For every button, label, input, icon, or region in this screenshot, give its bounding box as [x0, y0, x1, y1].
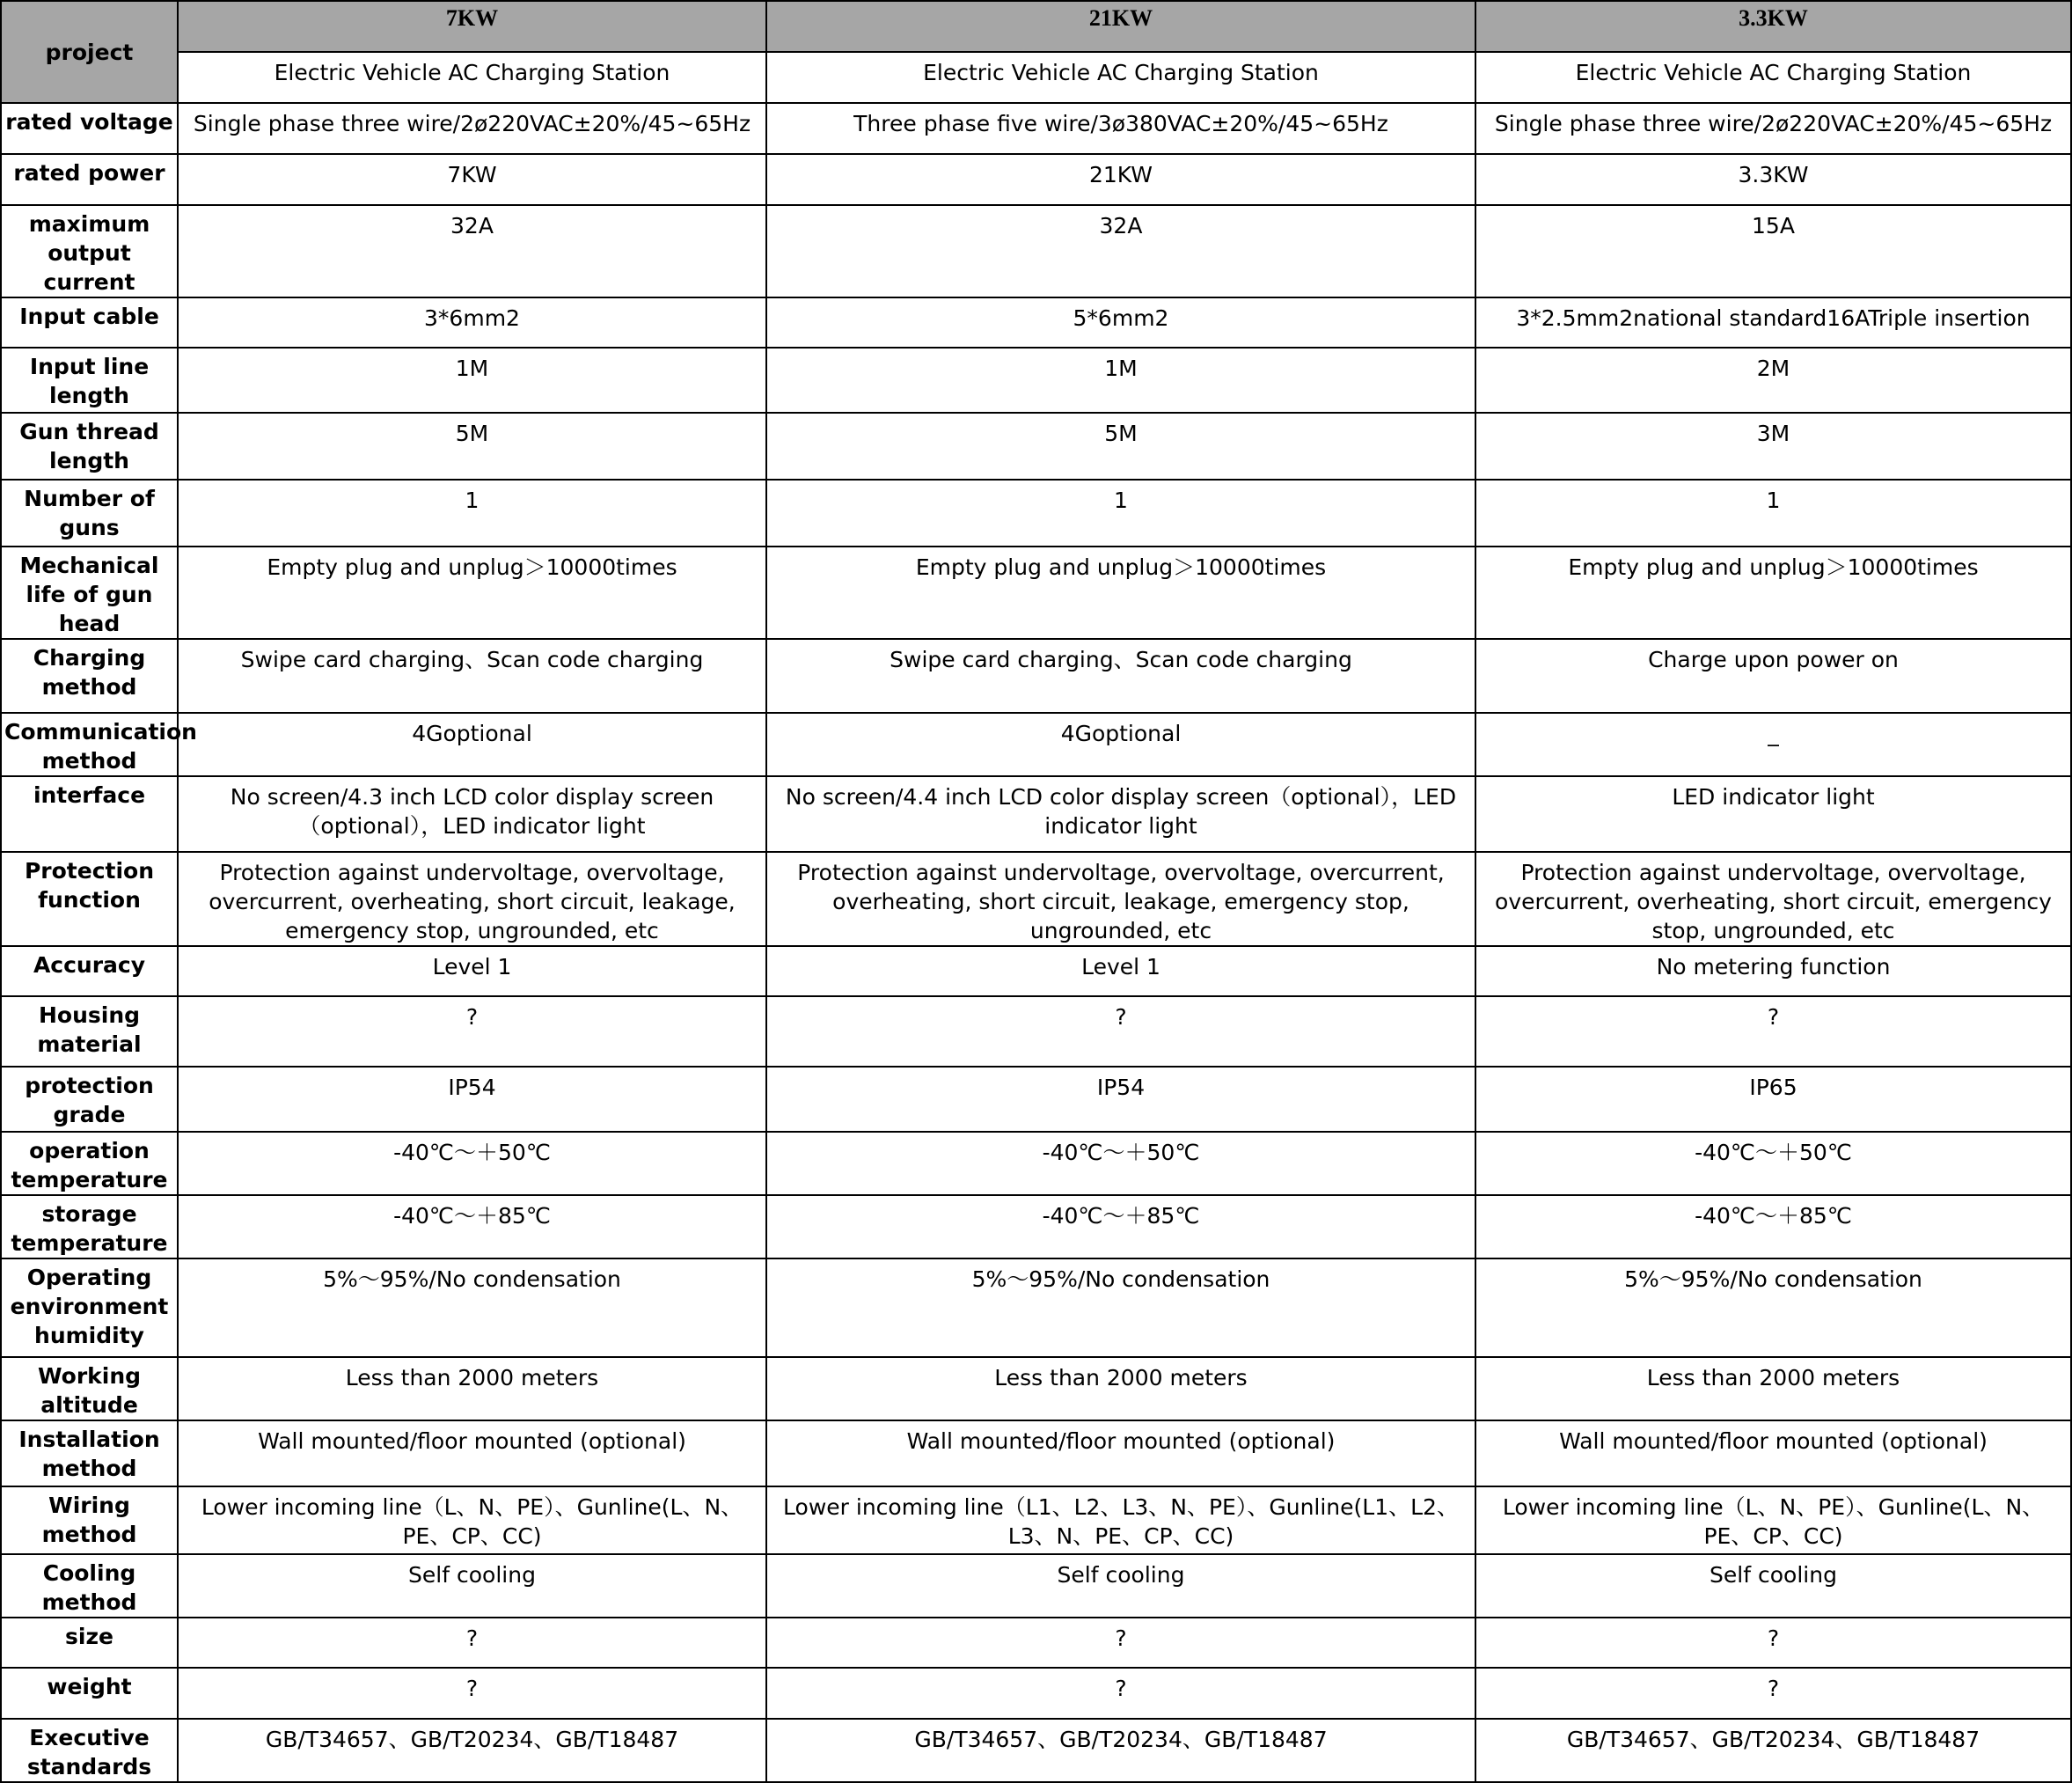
- table-cell: Wall mounted/floor mounted (optional): [766, 1420, 1475, 1486]
- table-row: [1, 480, 2071, 547]
- table-cell: 1: [766, 480, 1475, 547]
- table-cell: 3*2.5mm2national standard16ATriple insertion: [1475, 297, 2071, 348]
- table-row: [1, 1258, 2071, 1357]
- row-label: storage temperature: [1, 1195, 178, 1258]
- row-label: Working altitude: [1, 1357, 178, 1420]
- table-cell: Single phase three wire/2ø220VAC±20%/45~65Hz: [1475, 103, 2071, 154]
- table-cell: ?: [178, 996, 766, 1067]
- table-cell: Self cooling: [178, 1554, 766, 1618]
- row-label: Charging method: [1, 639, 178, 713]
- table-row: [1, 1618, 2071, 1668]
- table-cell: Single phase three wire/2ø220VAC±20%/45~65Hz: [178, 103, 766, 154]
- table-cell: 1: [178, 480, 766, 547]
- row-label: Input line length: [1, 348, 178, 413]
- table-cell: 32A: [766, 205, 1475, 297]
- row-label: size: [1, 1618, 178, 1668]
- table-cell: Less than 2000 meters: [178, 1357, 766, 1420]
- table-cell: Empty plug and unplug＞10000times: [766, 547, 1475, 639]
- table-row: [1, 1132, 2071, 1195]
- product-cell: Electric Vehicle AC Charging Station: [766, 52, 1475, 103]
- row-label: Housing material: [1, 996, 178, 1067]
- table-cell: No screen/4.3 inch LCD color display screen（optional），LED indicator light: [178, 776, 766, 852]
- row-label: Number of guns: [1, 480, 178, 547]
- table-row: [1, 1420, 2071, 1486]
- column-header-7kw: 7KW: [178, 1, 766, 52]
- table-row: [1, 1668, 2071, 1719]
- table-cell: 3M: [1475, 413, 2071, 480]
- table-cell: Lower incoming line（L、N、PE）、Gunline(L、N、PE、CP、CC): [178, 1486, 766, 1554]
- table-cell: ?: [1475, 1618, 2071, 1668]
- table-row: [1, 1195, 2071, 1258]
- product-row: [1, 52, 2071, 103]
- table-cell: Protection against undervoltage, overvoltage, overcurrent, overheating, short circuit, leakage, emergency stop, ungrounded, etc: [178, 852, 766, 946]
- table-cell: LED indicator light: [1475, 776, 2071, 852]
- row-label: weight: [1, 1668, 178, 1719]
- product-cell: Electric Vehicle AC Charging Station: [1475, 52, 2071, 103]
- table-cell: IP65: [1475, 1067, 2071, 1132]
- table-row: [1, 1067, 2071, 1132]
- table-row: [1, 547, 2071, 639]
- table-cell: No screen/4.4 inch LCD color display screen（optional），LED indicator light: [766, 776, 1475, 852]
- table-cell: 7KW: [178, 154, 766, 205]
- table-row: [1, 996, 2071, 1067]
- table-cell: 4Goptional: [178, 713, 766, 776]
- table-cell: ?: [178, 1668, 766, 1719]
- table-row: [1, 1554, 2071, 1618]
- row-label: Cooling method: [1, 1554, 178, 1618]
- table-row: [1, 713, 2071, 776]
- table-cell: Swipe card charging、Scan code charging: [766, 639, 1475, 713]
- table-cell: -40℃～＋50℃: [1475, 1132, 2071, 1195]
- table-cell: Three phase five wire/3ø380VAC±20%/45~65Hz: [766, 103, 1475, 154]
- row-label: operation temperature: [1, 1132, 178, 1195]
- table-cell: No metering function: [1475, 946, 2071, 996]
- row-label: protection grade: [1, 1067, 178, 1132]
- row-label: Communication method: [1, 713, 178, 776]
- spec-table-body: [1, 1, 2071, 1782]
- table-cell: 1: [1475, 480, 2071, 547]
- table-cell: 5M: [178, 413, 766, 480]
- table-cell: Self cooling: [1475, 1554, 2071, 1618]
- table-row: [1, 1486, 2071, 1554]
- table-cell: Lower incoming line（L1、L2、L3、N、PE）、Gunline(L1、L2、L3、N、PE、CP、CC): [766, 1486, 1475, 1554]
- column-header-21kw: 21KW: [766, 1, 1475, 52]
- table-cell: 3*6mm2: [178, 297, 766, 348]
- row-label: Gun thread length: [1, 413, 178, 480]
- product-cell: Electric Vehicle AC Charging Station: [178, 52, 766, 103]
- table-cell: ?: [178, 1618, 766, 1668]
- table-cell: GB/T34657、GB/T20234、GB/T18487: [178, 1719, 766, 1782]
- table-row: [1, 852, 2071, 946]
- table-row: [1, 103, 2071, 154]
- project-header: project: [1, 1, 178, 103]
- table-cell: -40℃～＋85℃: [1475, 1195, 2071, 1258]
- table-cell: 3.3KW: [1475, 154, 2071, 205]
- row-label: Executive standards: [1, 1719, 178, 1782]
- table-cell: Level 1: [766, 946, 1475, 996]
- row-label: Wiring method: [1, 1486, 178, 1554]
- table-cell: 21KW: [766, 154, 1475, 205]
- table-row: [1, 297, 2071, 348]
- row-label: Installation method: [1, 1420, 178, 1486]
- table-cell: 32A: [178, 205, 766, 297]
- table-cell: Wall mounted/floor mounted (optional): [1475, 1420, 2071, 1486]
- table-cell: _: [1475, 713, 2071, 776]
- table-row: [1, 348, 2071, 413]
- table-row: [1, 413, 2071, 480]
- table-cell: 4Goptional: [766, 713, 1475, 776]
- column-header-3-3kw: 3.3KW: [1475, 1, 2071, 52]
- table-cell: Charge upon power on: [1475, 639, 2071, 713]
- row-label: Protection function: [1, 852, 178, 946]
- table-cell: 5*6mm2: [766, 297, 1475, 348]
- table-cell: IP54: [766, 1067, 1475, 1132]
- table-cell: GB/T34657、GB/T20234、GB/T18487: [766, 1719, 1475, 1782]
- table-row: [1, 205, 2071, 297]
- table-cell: 5M: [766, 413, 1475, 480]
- table-cell: Empty plug and unplug＞10000times: [1475, 547, 2071, 639]
- table-cell: 5%～95%/No condensation: [766, 1258, 1475, 1357]
- header-row: [1, 1, 2071, 52]
- table-row: [1, 946, 2071, 996]
- table-cell: ?: [766, 996, 1475, 1067]
- table-cell: Self cooling: [766, 1554, 1475, 1618]
- table-cell: GB/T34657、GB/T20234、GB/T18487: [1475, 1719, 2071, 1782]
- table-row: [1, 1357, 2071, 1420]
- table-row: [1, 639, 2071, 713]
- table-cell: Less than 2000 meters: [766, 1357, 1475, 1420]
- table-cell: -40℃～＋85℃: [178, 1195, 766, 1258]
- table-cell: Protection against undervoltage, overvoltage, overcurrent, overheating, short circuit, emergency stop, ungrounded, etc: [1475, 852, 2071, 946]
- table-cell: IP54: [178, 1067, 766, 1132]
- row-label: Mechanical life of gun head: [1, 547, 178, 639]
- table-cell: ?: [766, 1668, 1475, 1719]
- table-cell: -40℃～＋50℃: [178, 1132, 766, 1195]
- table-cell: Less than 2000 meters: [1475, 1357, 2071, 1420]
- row-label: Operating environment humidity: [1, 1258, 178, 1357]
- table-cell: 15A: [1475, 205, 2071, 297]
- table-cell: -40℃～＋50℃: [766, 1132, 1475, 1195]
- table-cell: ?: [766, 1618, 1475, 1668]
- table-cell: 2M: [1475, 348, 2071, 413]
- table-cell: 1M: [766, 348, 1475, 413]
- table-cell: ?: [1475, 1668, 2071, 1719]
- table-cell: ?: [1475, 996, 2071, 1067]
- table-row: [1, 776, 2071, 852]
- row-label: rated voltage: [1, 103, 178, 154]
- table-cell: Wall mounted/floor mounted (optional): [178, 1420, 766, 1486]
- table-row: [1, 154, 2071, 205]
- row-label: rated power: [1, 154, 178, 205]
- table-cell: 1M: [178, 348, 766, 413]
- table-cell: 5%～95%/No condensation: [178, 1258, 766, 1357]
- row-label: Accuracy: [1, 946, 178, 996]
- table-cell: Lower incoming line（L、N、PE）、Gunline(L、N、PE、CP、CC): [1475, 1486, 2071, 1554]
- table-cell: Level 1: [178, 946, 766, 996]
- table-cell: Empty plug and unplug＞10000times: [178, 547, 766, 639]
- table-cell: -40℃～＋85℃: [766, 1195, 1475, 1258]
- table-cell: 5%～95%/No condensation: [1475, 1258, 2071, 1357]
- row-label: maximum output current: [1, 205, 178, 297]
- table-row: [1, 1719, 2071, 1782]
- row-label: Input cable: [1, 297, 178, 348]
- table-cell: Swipe card charging、Scan code charging: [178, 639, 766, 713]
- table-cell: Protection against undervoltage, overvoltage, overcurrent, overheating, short circuit, leakage, emergency stop, ungrounded, etc: [766, 852, 1475, 946]
- row-label: interface: [1, 776, 178, 852]
